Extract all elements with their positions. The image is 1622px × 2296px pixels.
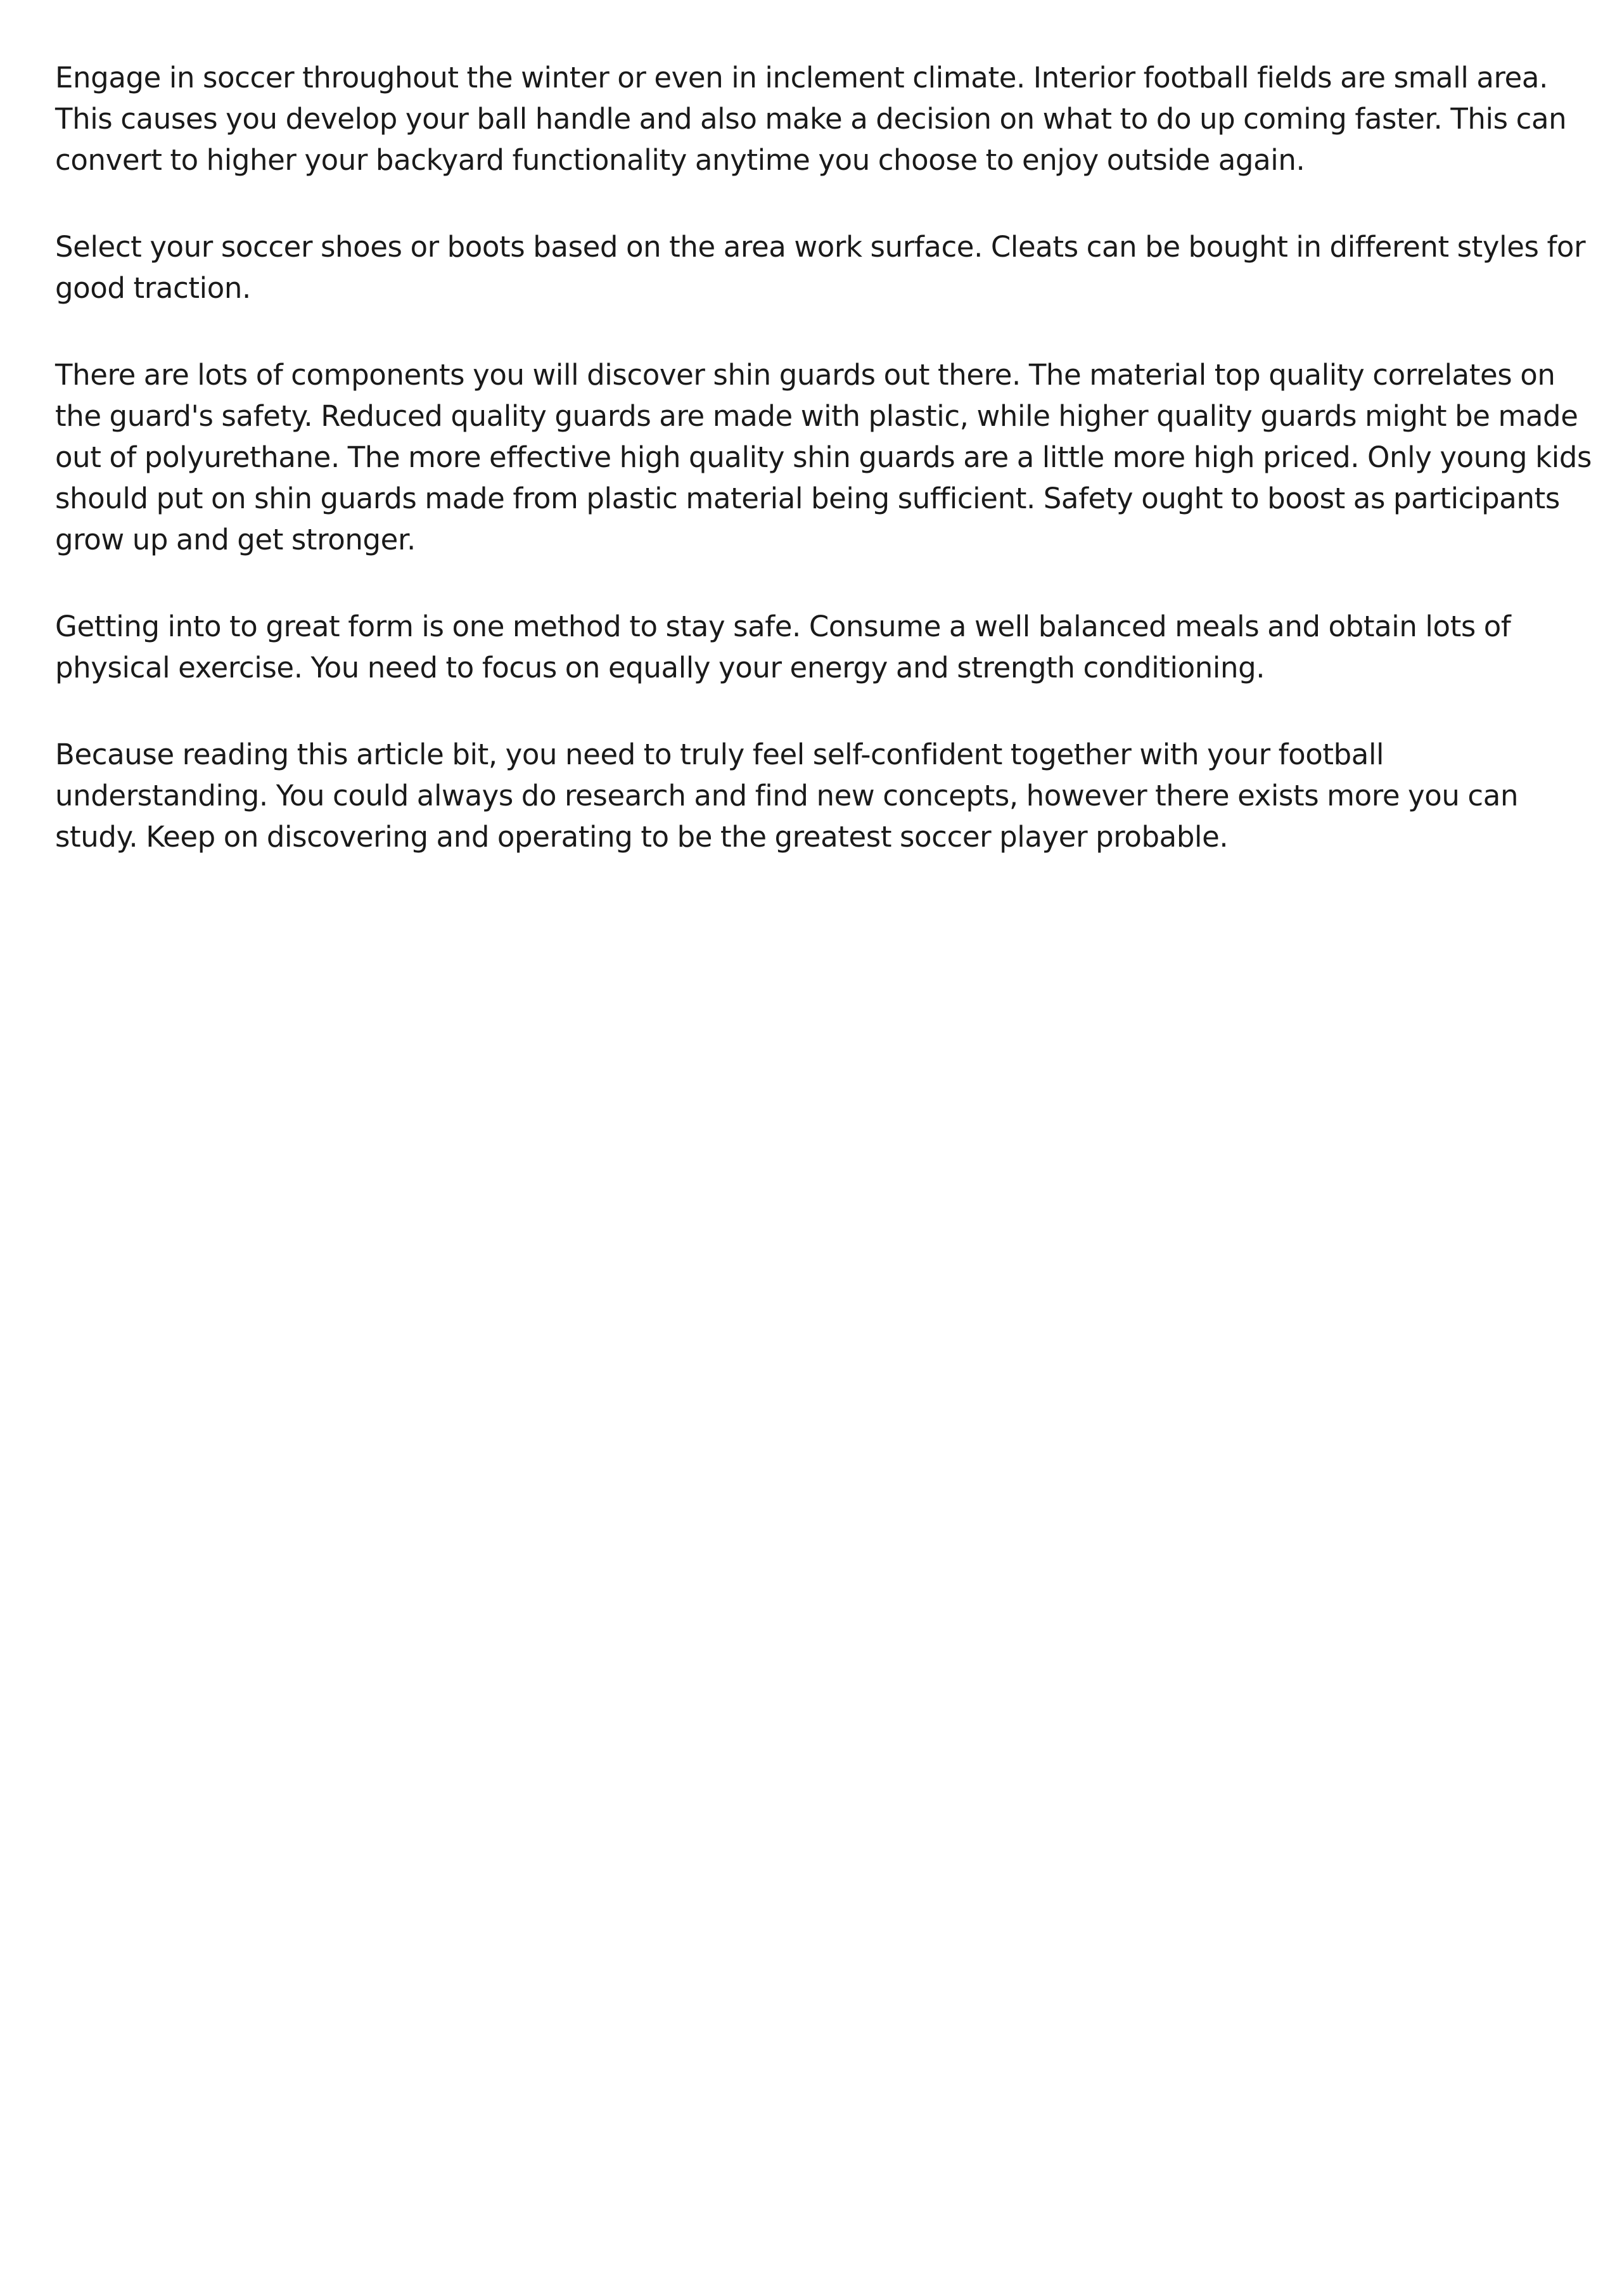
- paragraph: Getting into to great form is one method to stay safe. Consume a well balanced meals and obtain lots of physical exercise. You need to focus on equally your energy and strength conditioning.: [55, 610, 1511, 684]
- paragraph: There are lots of components you will discover shin guards out there. The material top quality correlates on the guard's safety. Reduced quality guards are made with plastic, while higher quality guards might be made out of polyurethane. The more effective high quality shin guards are a little more high priced. Only young kids should put on shin guards made from plastic material being sufficient. Safety ought to boost as participants grow up and get stronger.: [55, 358, 1592, 556]
- article-body: [55, 57, 1595, 857]
- paragraph: Select your soccer shoes or boots based on the area work surface. Cleats can be bought in different styles for good traction.: [55, 230, 1586, 305]
- paragraph: Because reading this article bit, you need to truly feel self-confident together with your football understanding. You could always do research and find new concepts, however there exists more you can study. Keep on discovering and operating to be the greatest soccer player probable.: [55, 738, 1519, 854]
- paragraph: Engage in soccer throughout the winter or even in inclement climate. Interior football fields are small area. This causes you develop your ball handle and also make a decision on what to do up coming faster. This can convert to higher your backyard functionality anytime you choose to enjoy outside again.: [55, 61, 1567, 177]
